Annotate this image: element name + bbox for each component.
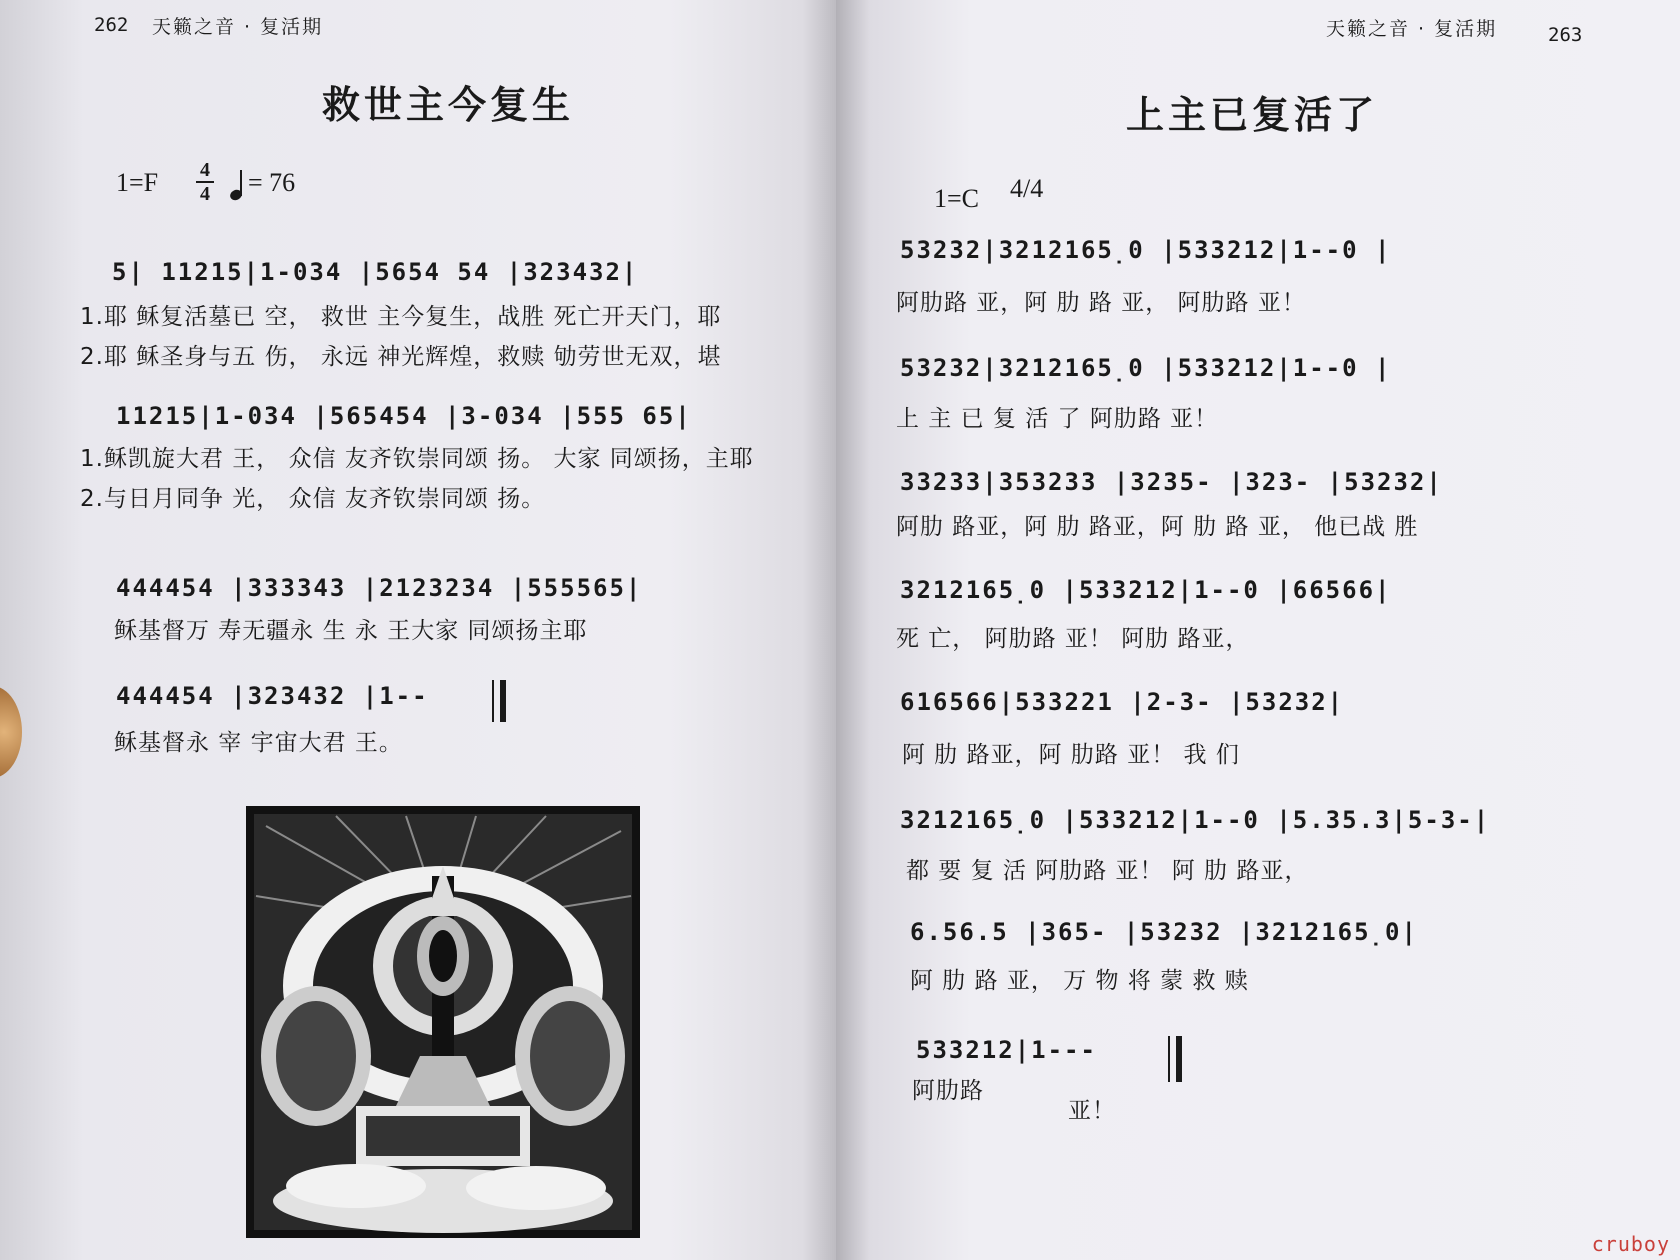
lyric-line-1-verse-2: 2.耶 稣圣身与五 伤， 永远 神光辉煌，救赎 劬劳世无双，堪: [80, 344, 722, 370]
score-line-3: 33233|353233 |3235- |323- |53232|: [900, 468, 1443, 496]
coin-edge: [0, 686, 22, 778]
score-line-3: 444454 |333343 |2123234 |555565|: [116, 574, 643, 602]
right-page: [836, 0, 1680, 1260]
page-number: 262: [94, 14, 129, 36]
score-line-2: 11215|1-034 |565454 |3-034 |555 65|: [116, 402, 692, 430]
lyric-line-7: 阿 肋 路 亚， 万 物 将 蒙 救 赎: [910, 968, 1249, 994]
lyric-line-3: 稣基督万 寿无疆永 生 永 王大家 同颂扬主耶: [114, 618, 588, 644]
key-signature: 1=F: [116, 168, 159, 197]
key-signature: 1=C: [934, 184, 980, 213]
score-line-1: 53232|3212165̣0 |533212|1--0 |: [900, 236, 1392, 264]
time-signature: 4 4: [196, 160, 214, 204]
page-number: 263: [1548, 24, 1583, 46]
lyric-line-1: 阿肋路 亚，阿 肋 路 亚， 阿肋路 亚！: [896, 290, 1306, 316]
score-line-4: 3212165̣0 |533212|1--0 |66566|: [900, 576, 1392, 604]
score-line-2: 53232|3212165̣0 |533212|1--0 |: [900, 354, 1392, 382]
score-line-4: 444454 |323432 |1--: [116, 682, 429, 710]
left-page: [0, 0, 836, 1260]
lyric-line-2: 上 主 已 复 活 了 阿肋路 亚！: [896, 406, 1219, 432]
final-barline: [500, 680, 506, 722]
lyric-line-8b: 亚！: [1068, 1098, 1116, 1124]
final-barline-thin: [1168, 1036, 1170, 1082]
score-line-8: 533212|1---: [916, 1036, 1097, 1064]
woodcut-illustration: [246, 806, 640, 1238]
score-line-5: 616566|533221 |2-3- |53232|: [900, 688, 1345, 716]
lyric-line-6: 都 要 复 活 阿肋路 亚！ 阿 肋 路亚，: [906, 858, 1309, 884]
score-line-6: 3212165̣0 |533212|1--0 |5.35.3|5-3-|: [900, 806, 1491, 834]
lyric-line-4: 稣基督永 宰 宇宙大君 王。: [114, 730, 403, 756]
lyric-line-1-verse-1: 1.耶 稣复活墓已 空， 救世 主今复生，战胜 死亡开天门，耶: [80, 304, 722, 330]
song-title: 上主已复活了: [1126, 93, 1379, 137]
tempo-marking: = 76: [248, 168, 296, 197]
lyric-line-3: 阿肋 路亚，阿 肋 路亚，阿 肋 路 亚， 他已战 胜: [896, 514, 1419, 540]
final-barline: [1176, 1036, 1182, 1082]
running-head: 天籁之音 · 复活期: [1326, 18, 1498, 40]
lyric-line-2-verse-1: 1.稣凯旋大君 王， 众信 友齐钦崇同颂 扬。 大家 同颂扬，主耶: [80, 446, 754, 472]
lyric-line-4: 死 亡， 阿肋路 亚！ 阿肋 路亚，: [896, 626, 1250, 652]
song-title: 救世主今复生: [322, 83, 575, 127]
score-line-1: 5| 11215|1-034 |5654 54 |323432|: [112, 258, 639, 286]
watermark: cruboy: [1591, 1232, 1670, 1256]
time-signature: 4/4: [1010, 174, 1044, 203]
lyric-line-5: 阿 肋 路亚，阿 肋路 亚！ 我 们: [902, 742, 1240, 768]
score-line-7: 6.56.5 |365- |53232 |3212165̣0|: [910, 918, 1418, 946]
final-barline-thin: [492, 680, 494, 722]
lyric-line-8a: 阿肋路: [912, 1078, 984, 1104]
lyric-line-2-verse-2: 2.与日月同争 光， 众信 友齐钦崇同颂 扬。: [80, 486, 546, 512]
running-head: 天籁之音 · 复活期: [152, 16, 324, 38]
